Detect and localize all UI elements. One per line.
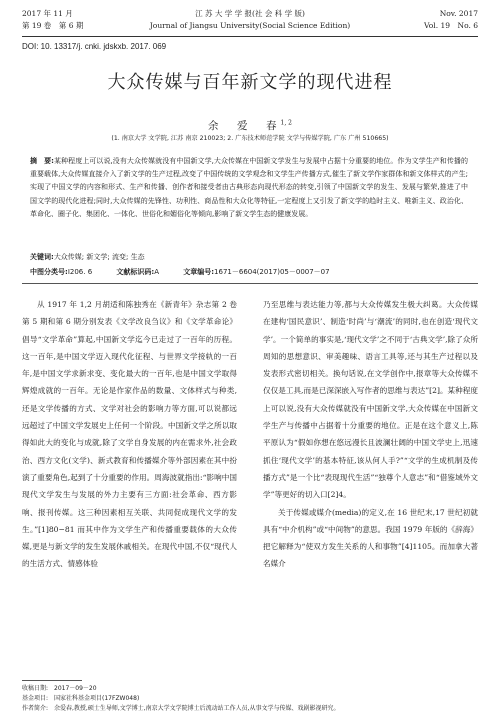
issue-date-en: Nov. 2017: [439, 9, 478, 18]
volume-issue-cn: 第 19 卷 第 6 期: [22, 21, 84, 30]
header-right: [372, 8, 478, 32]
abstract-text: 某种程度上可以说,没有大众传媒就没有中国新文学,大众传媒在中国新文学发生与发展中占据十分重要的地位。作为文学生产和传播的重要载体,大众传媒直接介入了新文学的生产过程,改变了中国传统的文学观念和文学生产传播方式,催生了新文学作家群体和新文体样式的产生;实现了中国文学的内容和形式、生产和传播、创作者和接受者由古典形态向现代形态的转变,引领了中国新文学的发生、发展与繁荣,推进了中国文学的现代化进程;同时,大众传媒的先锋性、功利性、商品性和大众化等特征,一定程度上又引发了新文学的趋时主义、唯新主义、政治化、革命化、圈子化、集团化、一体化、世俗化和媚俗化等倾向,影响了新文学生态的健康发展。: [30, 157, 468, 218]
footnote-received: 收稿日期: 2017－09－20: [22, 685, 97, 692]
doc-code-value: A: [154, 268, 159, 276]
volume-issue-en: Vol. 19 No. 6: [424, 21, 478, 30]
body-paragraph: 关于传媒或媒介(media)的定义,在 16 世纪末,17 世纪初就具有“中介机构”或“中间物”的意思。我国 1979 年版的《辞海》把它解释为“使双方发生关系的人和事物”[4]1105。而加拿大著名媒介: [263, 507, 478, 569]
body-paragraph: 乃至思维与表达能力等,都与大众传媒发生极大纠葛。大众传媒在建构‘国民意识’、制造‘时尚’与‘潮流’的同时,也在创造‘现代文学’。一个简单的事实是,‘现代文学’之不同于‘古典文学’,除了众所周知的思想意识、审美趣味、语言工具等,还与其生产过程以及发表形式密切相关。换句话说,在文学创作中,报章等大众传媒不仅仅是工具,而是已深深嵌入写作者的思维与表达”[2]。某种程度上可以说,没有大众传媒就没有中国新文学,大众传媒在中国新文学生产与传播中占据着十分重要的地位。正是在这个意义上,陈平原认为“假如你想在悠远漫长且波澜壮阔的中国文学史上,迅速抓住‘现代文学’的基本特征,该从何人手?”“文学的生成机制及传播方式”是一个比“表现现代生活”“独尊个人意志”和“借鉴域外文学”等更好的切入口[2]4。: [263, 300, 478, 500]
doi: DOI: 10. 13317/j. cnki. jdskxb. 2017. 069: [22, 42, 167, 51]
keywords-text: 大众传媒; 新文学; 流变; 生态: [53, 253, 145, 261]
footnote-author-info: 作者简介: 余爱春,教授,硕士生导师,文学博士,南京大学文学院博士后流动站工作人员,从事文学与传媒、戏剧影视研究。: [22, 705, 340, 712]
article-number-label: 文章编号:: [183, 268, 215, 276]
keywords-label: 关键词:: [30, 253, 54, 261]
clc-value: I206. 6: [67, 268, 93, 276]
footnote-fund: 基金项目: 国家社科基金项目(17FZW048): [22, 695, 140, 702]
body-column-right: [263, 296, 478, 573]
classification-line: [30, 267, 468, 277]
header-left: [22, 8, 132, 32]
article-number-value: 1671－6604(2017)05－0007－07: [214, 268, 330, 276]
article-title: 大众传媒与百年新文学的现代进程: [107, 72, 393, 93]
author-affil-marks: 1, 2: [280, 119, 292, 127]
abstract-label: 摘 要:: [30, 157, 54, 165]
clc-label: 中图分类号:: [30, 268, 68, 276]
journal-title-en: Journal of Jiangsu University(Social Science Edition): [149, 21, 351, 30]
body-divider: [22, 283, 478, 284]
header-rule: [22, 36, 478, 37]
body-paragraph: 从 1917 年 1,2 月胡适和陈独秀在《新青年》杂志第 2 卷第 5 期和第 6 期分别发表《文学改良刍议》和《文学革命论》倡导“文学革命”算起,中国新文学迄今已走过了一百年的历程。这一百年,是中国文学迈入现代化征程、与世界文学接轨的一百年,是中国文学求新求变、变化最大的一百年,也是中国文学取得辉煌成就的一百年。无论是作家作品的数量、文体样式与种类,还是文学传播的方式、文学对社会的影响力等方面,可以说都远远超过了中国文学发展史上任何一个阶段。中国新文学之所以取得如此大的变化与成就,除了文学自身发展的内在需求外,社会政治、西方文化(文学)、新式教育和传播媒介等外部因素在其中扮演了重要角色,起到了十分重要的作用。周海波就指出:“影响中国现代文学发生与发展的外力主要有三方面:社会革命、西方影响、报刊传媒。这三种因素相互关联、共同促成现代文学的发生。”[1]80−81 而其中作为文学生产和传播重要载体的大众传媒,更是与新文学的发生发展休戚相关。在现代中国,不仅“现代人的生活方式、情感体验: [22, 300, 237, 569]
doc-code-label: 文献标识码:: [116, 268, 155, 276]
body-column-left: [22, 296, 237, 573]
journal-title-cn: 江 苏 大 学 学 报(社 会 科 学 版): [195, 9, 305, 18]
affiliation: (1. 南京大学 文学院, 江苏 南京 210023; 2. 广东技术师范学院 文学与传媒学院, 广东 广州 510665): [111, 135, 389, 142]
abstract: [30, 155, 468, 221]
author: [22, 118, 478, 133]
author-name: 余 爱 春: [208, 120, 281, 132]
footnote-rule: [22, 680, 82, 681]
header-center: [130, 8, 370, 32]
keywords: [30, 252, 468, 262]
issue-date: 2017 年 11 月: [22, 9, 73, 18]
